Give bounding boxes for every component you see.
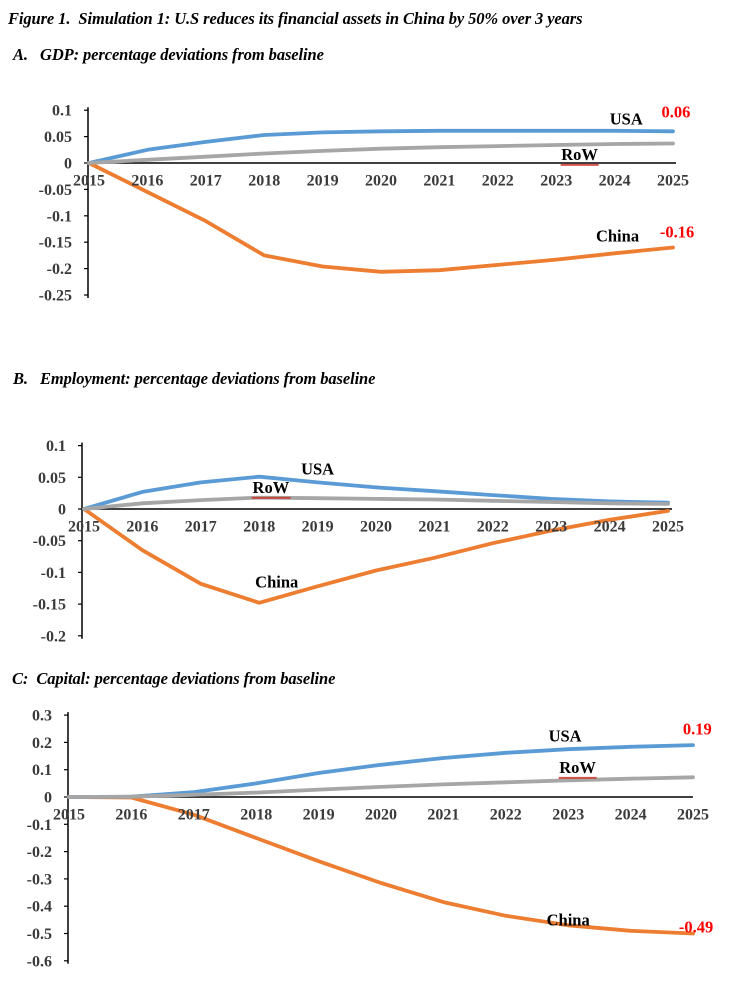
y-tick-label: 0.1 — [52, 102, 72, 120]
end-value-label-0.16: -0.16 — [659, 222, 695, 242]
y-tick-label: -0.15 — [32, 596, 66, 614]
x-tick-label: 2015 — [73, 172, 105, 190]
x-tick-label: 2019 — [306, 172, 339, 190]
y-tick-label: 0 — [58, 501, 66, 519]
figure-title: Figure 1. Simulation 1: U.S reduces its financial assets in China by 50% over 3 years — [8, 9, 583, 28]
y-tick-label: 0 — [44, 789, 52, 807]
x-tick-label: 2025 — [677, 806, 709, 824]
x-tick-label: 2018 — [240, 806, 273, 824]
x-tick-label: 2020 — [360, 518, 392, 536]
x-tick-label: 2022 — [476, 518, 509, 536]
x-tick-label: 2019 — [301, 518, 334, 536]
x-tick-label: 2017 — [189, 172, 222, 190]
y-tick-label: -0.05 — [38, 181, 72, 199]
series-label-china: China — [255, 572, 299, 592]
series-label-china: China — [595, 226, 640, 246]
series-label-usa: USA — [301, 459, 335, 479]
y-tick-label: -0.5 — [26, 926, 52, 943]
x-tick-label: 2017 — [177, 806, 210, 824]
series-label-row: RoW — [252, 479, 291, 499]
y-tick-label: -0.15 — [38, 234, 72, 252]
panel-b-heading: B. Employment: percentage deviations from baseline — [13, 369, 376, 388]
x-tick-label: 2019 — [302, 806, 335, 824]
x-tick-label: 2024 — [614, 806, 647, 824]
x-tick-label: 2022 — [489, 806, 522, 824]
x-tick-label: 2020 — [365, 806, 397, 824]
x-tick-label: 2025 — [657, 172, 689, 190]
y-tick-label: -0.1 — [26, 816, 52, 834]
x-tick-label: 2024 — [598, 172, 631, 190]
y-tick-label: -0.2 — [26, 844, 52, 862]
y-tick-label: 0.05 — [38, 469, 66, 487]
x-tick-label: 2015 — [53, 806, 85, 824]
y-tick-label: -0.4 — [26, 898, 52, 916]
panel-a-heading: A. GDP: percentage deviations from baseline — [13, 45, 324, 64]
series-label-usa: USA — [609, 109, 643, 129]
x-tick-label: 2017 — [184, 518, 217, 536]
y-tick-label: 0.1 — [32, 762, 52, 780]
x-tick-label: 2023 — [552, 806, 585, 824]
series-label-china: China — [546, 910, 590, 930]
y-tick-label: 0 — [64, 155, 72, 173]
x-tick-label: 2016 — [131, 172, 164, 190]
series-label-row: RoW — [558, 759, 597, 779]
x-tick-label: 2022 — [481, 172, 514, 190]
x-tick-label: 2016 — [126, 518, 159, 536]
x-tick-label: 2018 — [243, 518, 276, 536]
y-tick-label: -0.1 — [46, 208, 72, 226]
y-tick-label: -0.2 — [46, 261, 72, 279]
y-tick-label: -0.3 — [26, 871, 52, 889]
y-tick-label: -0.25 — [38, 287, 72, 305]
y-tick-label: -0.05 — [32, 533, 66, 551]
panel-c-heading: C: Capital: percentage deviations from baseline — [12, 669, 336, 688]
series-line-row — [69, 777, 693, 797]
x-tick-label: 2023 — [535, 518, 568, 536]
y-tick-label: 0.3 — [32, 707, 52, 725]
y-tick-label: 0.1 — [46, 438, 66, 456]
x-tick-label: 2018 — [248, 172, 281, 190]
end-value-label-0.49: -0.49 — [678, 917, 714, 937]
x-tick-label: 2020 — [365, 172, 397, 190]
y-tick-label: 0.05 — [44, 129, 72, 147]
series-line-usa — [69, 745, 693, 797]
x-tick-label: 2023 — [540, 172, 573, 190]
end-value-label-0.19: 0.19 — [682, 719, 712, 739]
x-tick-label: 2021 — [427, 806, 460, 824]
end-value-label-0.06: 0.06 — [661, 102, 691, 122]
x-tick-label: 2016 — [115, 806, 148, 824]
x-tick-label: 2025 — [652, 518, 684, 536]
series-label-usa: USA — [548, 726, 582, 746]
x-tick-label: 2021 — [423, 172, 456, 190]
y-tick-label: 0.2 — [32, 734, 52, 752]
x-tick-label: 2015 — [68, 518, 100, 536]
series-label-row: RoW — [560, 146, 599, 166]
y-tick-label: -0.1 — [40, 564, 66, 582]
y-tick-label: -0.2 — [40, 628, 66, 646]
x-tick-label: 2024 — [593, 518, 626, 536]
y-tick-label: -0.6 — [26, 953, 52, 971]
x-tick-label: 2021 — [418, 518, 451, 536]
